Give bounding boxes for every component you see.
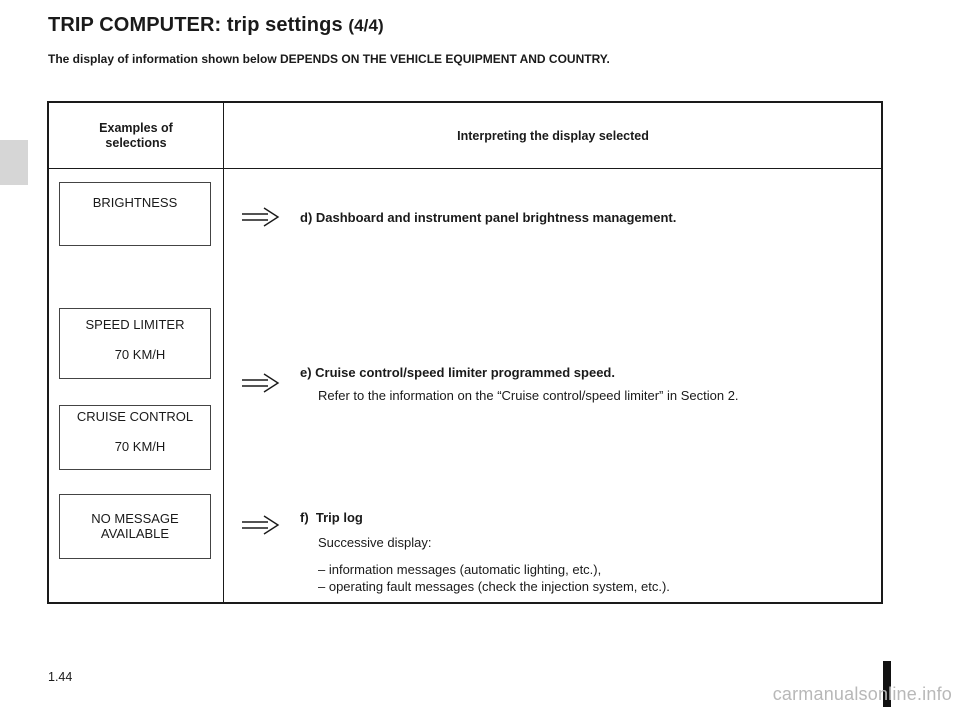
page-subtitle: The display of information shown below DEPENDS ON THE VEHICLE EQUIPMENT AND COUNTRY.: [48, 52, 610, 66]
description-body: Successive display:: [318, 535, 432, 550]
display-line-1: CRUISE CONTROL: [76, 409, 194, 424]
display-line-2: 70 KM/H: [114, 347, 166, 362]
list-item: – information messages (automatic lighting, etc.),: [318, 562, 602, 577]
watermark: carmanualsonline.info: [772, 684, 952, 704]
description-f: [300, 509, 670, 595]
display-example-no-message: [59, 494, 211, 559]
double-right-arrow-icon: [242, 514, 282, 536]
description-heading: e) Cruise control/speed limiter programmed speed.: [300, 365, 615, 380]
display-line-1: NO MESSAGE: [91, 511, 179, 526]
column-header-examples-text: Examples of selections: [99, 121, 173, 150]
section-tab-marker: [0, 140, 28, 185]
page-title: [48, 14, 384, 37]
column-divider: [223, 103, 224, 602]
page-part-indicator: (4/4): [348, 16, 384, 35]
list-item: – operating fault messages (check the injection system, etc.).: [318, 579, 670, 594]
description-heading: f) Trip log: [300, 510, 363, 525]
page-number: 1.44: [48, 670, 73, 684]
display-line-1: BRIGHTNESS: [92, 195, 178, 210]
double-right-arrow-icon: [242, 372, 282, 394]
double-right-arrow-icon: [242, 206, 282, 228]
column-header-examples: [49, 121, 223, 151]
display-line-2: 70 KM/H: [114, 439, 166, 454]
description-heading: d) Dashboard and instrument panel brightness management.: [300, 210, 677, 225]
description-body: Refer to the information on the “Cruise control/speed limiter” in Section 2.: [318, 388, 739, 403]
column-header-interpretation: Interpreting the display selected: [457, 129, 649, 143]
display-example-speed-limiter: [59, 308, 211, 379]
description-e: [300, 364, 739, 404]
display-example-cruise-control: [59, 405, 211, 470]
page-title-text: TRIP COMPUTER: trip settings: [48, 14, 343, 36]
header-divider: [49, 168, 881, 169]
description-d: [300, 209, 676, 226]
display-example-brightness: [59, 182, 211, 246]
display-line-2: AVAILABLE: [100, 526, 170, 541]
display-line-1: SPEED LIMITER: [85, 317, 185, 332]
